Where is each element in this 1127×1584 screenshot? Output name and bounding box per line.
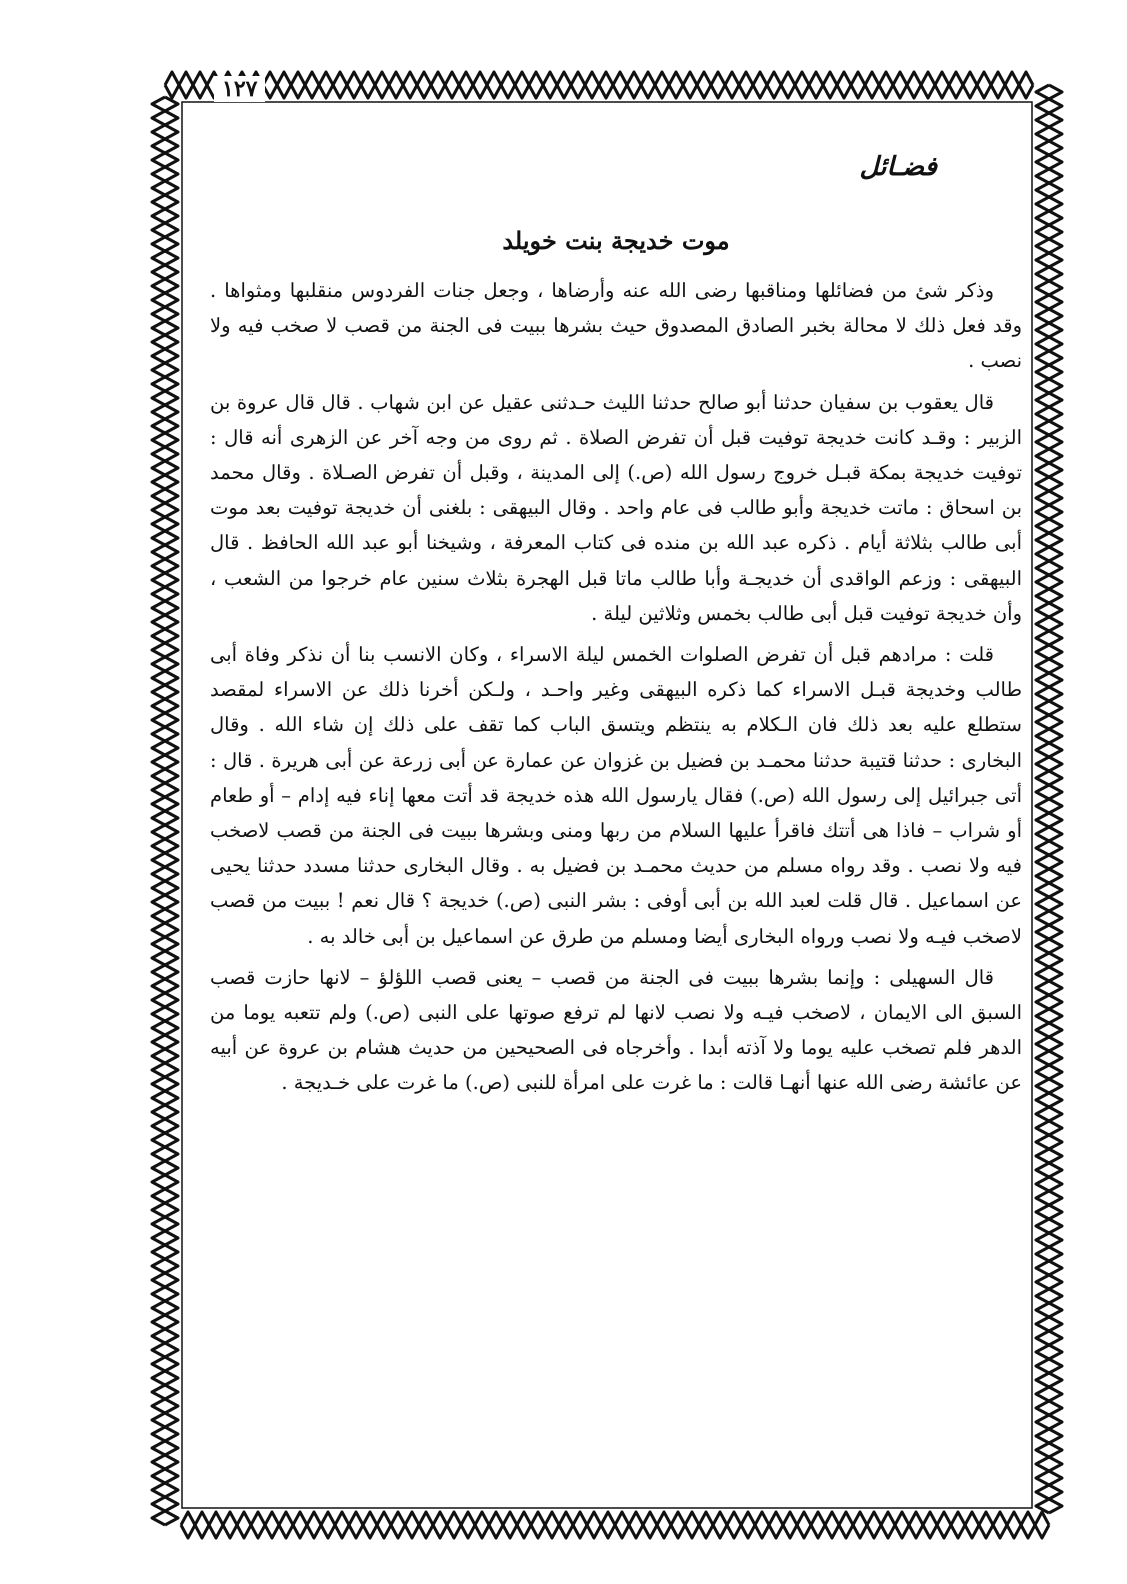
chapter-tag: فضـائل bbox=[859, 152, 937, 182]
paragraph-1: وذكر شئ من فضائلها ومناقبها رضى الله عنه وأرضاها ، وجعل جنات الفردوس منقلبها ومثواها . وقد فعل ذلك لا محالة بخبر الصادق المصدوق حيث بشرها ببيت فى الجنة من قصب لا صخب فيه ولا نصب . bbox=[210, 279, 1022, 373]
paragraph-2: قال يعقوب بن سفيان حدثنا أبو صالح حدثنا الليث حـدثنى عقيل عن ابن شهاب . قال قال عروة بن الزبير : وقـد كانت خديجة توفيت قبل أن تفرض الصلاة . ثم روى من وجه آخر عن الزهرى أنه قال : توفيت خديجة بمكة قبـل خروج رسول الله (ص.) إلى المدينة ، وقبل أن تفرض الصـلاة . وقال محمد بن اسحاق : ماتت خديجة وأبو طالب فى عام واحد . وقال البيهقى : بلغنى أن خديجة توفيت بعد موت أبى طالب بثلاثة أيام . ذكره عبد الله بن منده فى كتاب المعرفة ، وشيخنا أبو عبد الله الحافظ . قال البيهقى : وزعم الواقدى أن خديجـة وأبا طالب ماتا قبل الهجرة بثلاث سنين عام خرجوا من الشعب ، وأن خديجة توفيت قبل أبى طالب بخمس وثلاثين ليلة . bbox=[210, 390, 1022, 625]
page-number: ١٢٧ bbox=[214, 76, 265, 102]
paragraph-4: قال السهيلى : وإنما بشرها ببيت فى الجنة من قصب – يعنى قصب اللؤلؤ – لانها حازت قصب السبق الى الايمان ، لاصخب فيـه ولا نصب لانها لم ترفع صوتها على النبى (ص.) ولم تتعبه يوما من الدهر فلم تصخب عليه يوما ولا آذته أبدا . وأخرجاه فى الصحيحين من حديث هشام بن عروة عن أبيه عن عائشة رضى الله عنها أنهـا قالت : ما غرت على امرأة للنبى (ص.) ما غرت على خـديجة . bbox=[210, 965, 1022, 1095]
page-content bbox=[210, 226, 1022, 1107]
paragraph-3: قلت : مرادهم قبل أن تفرض الصلوات الخمس ليلة الاسراء ، وكان الانسب بنا أن نذكر وفاة أبى طالب وخديجة قبـل الاسراء كما ذكره البيهقى وغير واحـد ، ولـكن أخرنا ذلك عن الاسراء لمقصد ستطلع عليه بعد ذلك فان الـكلام به ينتظم ويتسق الباب كما تقف على ذلك إن شاء الله . وقال البخارى : حدثنا قتيبة حدثنا محمـد بن فضيل بن غزوان عن عمارة عن أبى زرعة عن أبى هريرة . قال : أتى جبرائيل إلى رسول الله (ص.) فقال يارسول الله هذه خديجة قد أتت معها إناء فيه إدام – أو طعام أو شراب – فاذا هى أتتك فاقرأ عليها السلام من ربها ومنى وبشرها ببيت فى الجنة من قصب لاصخب فيه ولا نصب . وقد رواه مسلم من حديث محمـد بن فضيل به . وقال البخارى حدثنا مسدد حدثنا يحيى عن اسماعيل . قال قلت لعبد الله بن أبى أوفى : بشر النبى (ص.) خديجة ؟ قال نعم ! ببيت من قصب لاصخب فيـه ولا نصب ورواه البخارى أيضا ومسلم من طرق عن اسماعيل بن أبى خالد به . bbox=[210, 643, 1022, 948]
page-title: موت خديجة بنت خويلد bbox=[502, 226, 730, 255]
